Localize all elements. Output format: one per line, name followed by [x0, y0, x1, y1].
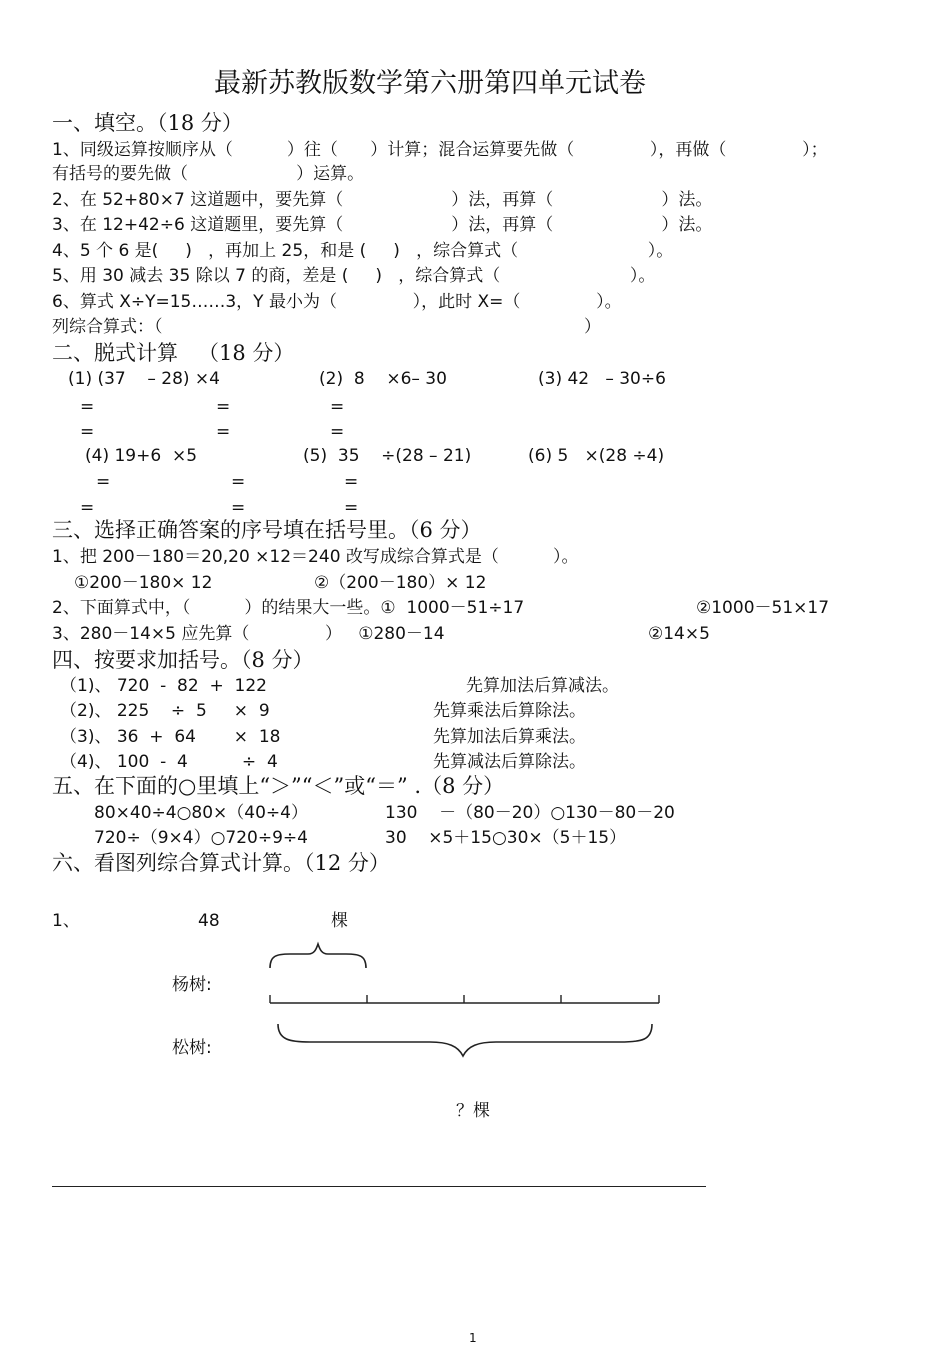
option-3-2-b: ②1000－51×17	[696, 598, 830, 618]
page-number: 1	[469, 1331, 477, 1345]
top-brace	[270, 944, 366, 968]
page-title: 最新苏教版数学第六册第四单元试卷	[214, 68, 646, 99]
row-label-song: 松树:	[172, 1038, 212, 1058]
question-1-5: 5、用 30 减去 35 除以 7 的商，差是 ( ) ，综合算式（ ）。	[52, 266, 656, 286]
equals-sign: =	[231, 472, 246, 492]
section-3-heading: 三、选择正确答案的序号填在括号里。（6 分）	[52, 518, 482, 542]
section-4-heading: 四、按要求加括号。（8 分）	[52, 648, 314, 672]
question-3-3: 3、280－14×5 应先算（ ） ①280－14	[52, 624, 445, 644]
question-3-1: 1、把 200－180＝20,20 ×12＝240 改写成综合算式是（ ）。	[52, 547, 579, 567]
question-1-6: 6、算式 X÷Y=15……3，Y 最小为（ ），此时 X=（ ）。	[52, 292, 622, 312]
answer-line	[52, 1186, 706, 1187]
top-value: 48	[198, 911, 220, 931]
section-5-heading: 五、在下面的○里填上“＞”“＜”或“＝” .（8 分）	[52, 774, 505, 798]
equals-sign: =	[80, 397, 95, 417]
bottom-label: ？棵	[456, 1101, 490, 1121]
equals-sign: =	[330, 397, 345, 417]
compare-2a: 720÷（9×4）○720÷9÷4	[94, 828, 308, 848]
section-6-heading: 六、看图列综合算式计算。（12 分）	[52, 851, 390, 875]
equals-sign: =	[216, 397, 231, 417]
question-3-2: 2、下面算式中，（ ）的结果大一些。① 1000－51÷17	[52, 598, 525, 618]
row-label-yang: 杨树:	[172, 975, 212, 995]
equals-sign: =	[344, 498, 359, 518]
top-unit: 棵	[331, 911, 348, 931]
bracket-req-4: 先算减法后算除法。	[433, 752, 586, 772]
option-3-3-b: ②14×5	[648, 624, 710, 644]
question-1-1a: 1、同级运算按顺序从（ ）往（ ）计算；混合运算要先做（ ），再做（ ）；	[52, 140, 828, 160]
bracket-expr-3: （3)、 36 + 64 × 18	[60, 727, 281, 747]
equals-sign: =	[330, 422, 345, 442]
compare-1b: 130 －（80－20）○130－80－20	[385, 803, 675, 823]
question-1-6b: 列综合算式：（ ）	[52, 317, 601, 337]
calc-4: (4) 19+6 ×5	[85, 446, 198, 466]
section-2-heading: 二、脱式计算 （18 分）	[52, 341, 295, 365]
question-1-2: 2、在 52+80×7 这道题中，要先算（ ）法，再算（ ）法。	[52, 190, 713, 210]
calc-2: (2) 8 ×6– 30	[319, 369, 447, 389]
compare-2b: 30 ×5＋15○30×（5＋15）	[385, 828, 627, 848]
equals-sign: =	[231, 498, 246, 518]
question-1-1b: 有括号的要先做（ ）运算。	[52, 164, 365, 184]
bottom-brace	[278, 1024, 652, 1056]
bracket-expr-1: （1)、 720 - 82 + 122	[60, 676, 267, 696]
question-1-4: 4、5 个 6 是( ) ，再加上 25，和是 ( ) ，综合算式（ ）。	[52, 241, 674, 261]
calc-1: (1) (37 – 28) ×4	[68, 369, 220, 389]
question-6-1-number: 1、	[52, 911, 80, 931]
bracket-expr-4: （4)、 100 - 4 ÷ 4	[60, 752, 278, 772]
equals-sign: =	[80, 422, 95, 442]
option-3-1-b: ②（200－180）× 12	[314, 573, 487, 593]
calc-5: (5) 35 ÷(28 – 21)	[303, 446, 472, 466]
bracket-req-2: 先算乘法后算除法。	[433, 701, 586, 721]
option-3-1-a: ①200－180× 12	[74, 573, 213, 593]
equals-sign: =	[344, 472, 359, 492]
question-1-3: 3、在 12+42÷6 这道题里，要先算（ ）法，再算（ ）法。	[52, 215, 713, 235]
bracket-expr-2: （2)、 225 ÷ 5 × 9	[60, 701, 270, 721]
equals-sign: =	[96, 472, 111, 492]
calc-3: (3) 42 – 30÷6	[538, 369, 666, 389]
compare-1a: 80×40÷4○80×（40÷4）	[94, 803, 308, 823]
equals-sign: =	[216, 422, 231, 442]
bracket-req-3: 先算加法后算乘法。	[433, 727, 586, 747]
section-1-heading: 一、填空。（18 分）	[52, 111, 243, 135]
equals-sign: =	[80, 498, 95, 518]
calc-6: (6) 5 ×(28 ÷4)	[528, 446, 665, 466]
bracket-req-1: 先算加法后算减法。	[466, 676, 619, 696]
